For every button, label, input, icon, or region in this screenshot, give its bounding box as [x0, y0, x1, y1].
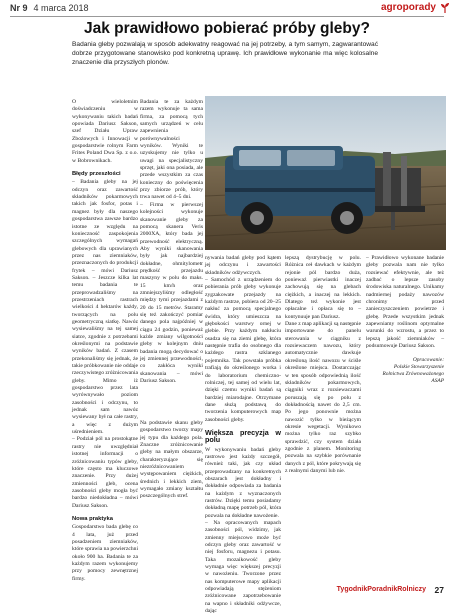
- paragraph: – Podział pól na prostokątne rastry nie uwzględniał istotnej informacji o zróżnicowaniu typów gleby, które często ma kluczowe znaczenie. Przy dużej zmienności gleb, ocena zasobności gleby mogła być bardzo niedokładna – mówi Dariusz Sakson.: [72, 436, 138, 509]
- page-number: 27: [434, 585, 444, 595]
- issue-date: 4 marca 2018: [33, 3, 89, 13]
- paragraph: – Badania gleby na jej odczyn oraz zawartość składników pokarmowych takich jak fosfor, potas i magnez były dla naszego gospodarstwa zawsze bardzo istotne ze względu na konieczność zaspokojenia szczególnych wymagań glebowych dla uprawianych przez nas ziemniaków, przeznaczonych do produkcji frytek – mówi Dariusz Sakson. – Jeszcze kilka lat temu badania te przeprowadzaliśmy na przestrzeniach rastrach wielkości 4 hektarów każdy, tworzących na polu geometryczną siatkę. Nawóz wysiewaliśmy na tej samej siatce, zgodnie z potrzebami określonymi na podstawie wyników badań. Z czasem przekonaliśmy się jednak, że takie próbkowanie nie oddaje rzeczywistego zróżnicowania gleby. Mimo iż gospodarstwo przez lata wyrównywało poziom zasobności i odczynu, to jednak sam nawóz wysiewany był na całe rastry, a więc z dużym uśrednieniem.: [72, 179, 139, 436]
- column-2: [140, 99, 203, 385]
- column-3: [205, 255, 281, 616]
- paragraph: W wykonywaniu badań gleby rastrowo jest każdy szczegół, również taki, jak czy układ przeprowadzany na konkretnych obszarach jest dokładny i dokładnie odpowiada za badania na każdym z wyznaczonych rastrów. Dzięki temu posiadamy dokładną mapę potrzeb pól, która pozwala na dokładne nawożenie.: [205, 446, 281, 519]
- column-4: [285, 255, 361, 475]
- section-heading: Nowa praktyka: [72, 515, 113, 522]
- article-signature: Opracowanie: Polskie Stowarzyszenie Rolnictwa Zrównoważonego ASAP: [382, 357, 444, 384]
- paragraph: Na podstawie skanu gleby gospodarstwo tworzy mapy jej typu dla każdego pola. Znaczne zróżnicowanie gleby na małym obszarze, charakteryzujące się niezróżnicowaniem występowaniem ciężkich, średnich i lekkich ziem, wymagało zmiany kształtu poszczególnych stref.: [140, 420, 203, 500]
- issue-info: [10, 3, 89, 13]
- column-1: [72, 99, 138, 583]
- page-footer: [0, 585, 454, 599]
- column-2-lower: [140, 420, 203, 501]
- column-5: [366, 255, 444, 385]
- paragraph: – Prawidłowo wykonane badanie gleby pozwala nam nie tylko rozsiewać efektywnie, ale też zadbać o lepsze zasoby środowiska naturalnego. Unikamy nadmiernej podaży nawozów chronimy przed zanieczyszczeniem powietrze i glebę. Przede wszystkim jednak zapewniamy roślinom optymalne warunki do wzrostu, a przez to lepszą jakość ziemniaków – podsumowuje Dariusz Sakson.: [366, 255, 444, 350]
- issue-number: Nr 9: [10, 3, 28, 13]
- page-header: [0, 0, 454, 16]
- sprout-icon: [440, 3, 450, 13]
- paragraph: nywania badań gleby pod kątem jej odczynu i zawartości składników odżywczych.: [205, 255, 281, 276]
- section-heading: Większa precyzja w polu: [205, 427, 281, 445]
- section-heading: Błędy przeszłości: [72, 171, 121, 178]
- paragraph: O wieloletnim doświadczeniu w wykonywaniu takich badań opowiada Dariusz Sakson, szef Działu Upraw Zbożowych i Innowacji w gospodarstwie rolnym Farm Frites Poland Dwa Sp. z o.o. w Bobrownikach.: [72, 99, 138, 164]
- paragraph: – Na opracowanych mapach zasobności pól, widzimy, jak zmienny miejscowo może być odczyn gleby oraz zawartość w niej fosforu, magnezu i potasu. Taka mozaikowość gleby wymaga więc większej precyzji w nawożeniu. Tworzone przez nas komputerowe mapy aplikacji odpowiadają stężeniom zróżnicowane zapotrzebowanie na wapno i składniki odżywcze, dając: [205, 520, 281, 615]
- header-rule: [10, 16, 444, 17]
- paragraph: Gospodarstwo bada glebę co 4 lata, już przed posadzeniem ziemniaków, które sprawia na powierzchni około 900 ha. Badania te za każdym razem wykonujemy przy pomocy zewnętrznej firmy.: [72, 524, 139, 582]
- footer-brand: TygodnikPoradnikRolniczy: [336, 586, 426, 593]
- article-lead: Badania gleby pozwalają w sposób adekwatny reagować na jej potrzeby, a tym samym, zagwarantować dobrze przygotowane stanowisko pod konkretną uprawę. Ich prawidłowe wykonanie ma więc kolosalne znaczenie dla przyszłych plonów.: [72, 41, 378, 67]
- article-title: Jak prawidłowo pobierać próby gleby?: [84, 20, 370, 37]
- paragraph: – Firma w pierwszej kolejności wykonuje skanowanie gleby za pomocą skanera Veris 2000XA, który bada jej przewodność elektryczną. Aby wyniki skanowania były jak najbardziej dokładne, ohmitylometr prędkość przejazdu maszyny w polu do maks. 15 km/h oraz zmniejszyliśmy odległość między tymi przejazdami z 20 do 15 metrów. Staramy się też zakończyć pomiar danego pola najpóźniej w ciągu 24 godzin, ponieważ każde zmiany wilgotności gleby w kolejnym dniu badania mogą decydować o jej zmiennej przewodności, co zakłóca wyniki skanowania – mówi Dariusz Sakson.: [140, 201, 203, 385]
- paragraph: – Samochód z urządzeniem do pobierania prób gleby wykonuje zygzakowate przejazdy na każdym rastrze, pobiera od 20–25 nakłuć za pomocą specjalnego świdra, który umieszcza na głębokości warstwy ornej w glebie. Przy każdym nakłuciu osadza się na ziemi glebę, która następnie trafia do osobnego dla każdego rastra szklanego pojemnika. Tak powstała próbka trafiają do określonego worka i do laboratorium chemiczno-rolniczej, tej samej od wielu lat, dzięki czemu wyniki badań są bardziej miarodajne. Otrzymane dane służą podstawą do tworzenia komputerowych map zasobności gleby.: [205, 277, 281, 423]
- paragraph: Badania te za każdym razem wykonuje ta sama firma, za pomocą tych samych urządzeń w celu zapewnienia porównywalności wyników. Wyniki te uzyskujemy nie tylko u uwagi na specjalistyczny sprzęt, jaki ona posiada, ale przede wszystkim za czas konieczny do poświęcenia przy zbiorze prób, który trwa nawet od 4–5 dni.: [140, 99, 203, 201]
- paragraph: lepszą dystrybucję w polu. Różnica ceł dawkach w każdym rejonie pól bardzo duża, ponieważ pierwiastki inaczej zachowują się na glebach ciężkich, a inaczej na lekkich. Dlatego też wykonie jest opłacalne i opłaca się to – kontynuuje pan Dariusz.: [285, 255, 361, 320]
- paragraph: Dane z map aplikacji są następnie importowane do panelu sterowania w ciągniku z rozsiewaczem nawozu, który automatycznie dawkuje określoną ilość nawozu w ściśle określone miejsca. Dostarczając w ten sposób odpowiednią ilość składników pokarmowych, ciągniki wraz z rozsiewaczami poruszają się po polu z dokładnością nawet do 2,5 cm. Po jego ponownie można nawozić tylko w bieżącym okresie wegetacji. Wynikowo można tylko raz szybko sprawdzić, czy system działa zgodnie z planem. Monitoring pozwala na szybkie porównanie danych z pól, które pokrywają się z realnymi danymi lub nie.: [285, 321, 361, 474]
- section-brand: agroporady: [380, 2, 436, 13]
- article-photo: [205, 96, 446, 250]
